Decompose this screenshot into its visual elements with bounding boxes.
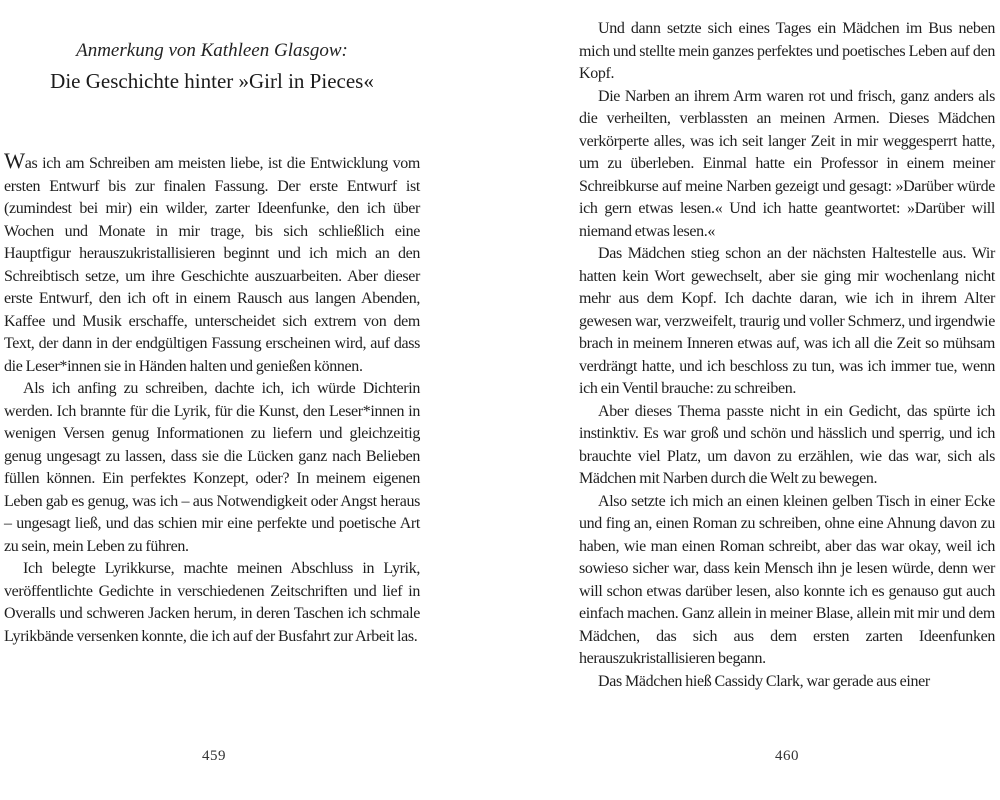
- chapter-heading-annotation: Anmerkung von Kathleen Glasgow:: [76, 40, 348, 61]
- paragraph: Das Mädchen stieg schon an der nächsten Haltestelle aus. Wir hatten kein Wort gewechselt, aber sie ging mir wochenlang nicht mehr aus dem Kopf. Ich dachte daran, wie ich in ihrem Alter gewesen war, verzweifelt, traurig und voller Schmerz, und irgendwie brach in meinem Inneren etwas auf, was ich all die Zeit so mühsam verdrängt hatte, und ich beschloss zu tun, was ich immer tue, wenn ich ein Ventil brauche: zu schreiben.: [579, 245, 995, 397]
- right-page: [579, 18, 995, 693]
- paragraph: Also setzte ich mich an einen kleinen gelben Tisch in einer Ecke und fing an, einen Roman zu schreiben, ohne eine Ahnung davon zu haben, wie man einen Roman schreibt, aber das war okay, weil ich sowieso sicher war, dass kein Mensch ihn je lesen würde, denn wer will schon etwas darüber lesen, also konnte ich es genauso gut auch einfach machen. Ganz allein in meiner Blase, allein mit mir und dem Mädchen, das sich aus dem ersten zarten Ideenfunken herauszukristallisieren begann.: [579, 492, 995, 667]
- chapter-heading: [4, 38, 420, 95]
- paragraph: Aber dieses Thema passte nicht in ein Gedicht, das spürte ich instinktiv. Es war groß und schön und hässlich und sperrig, und ich brauchte viel Platz, um davon zu erzählen, wie das war, sich als Mädchen mit Narben durch die Welt zu bewegen.: [579, 402, 995, 487]
- left-page-number: 459: [202, 748, 226, 764]
- paragraph: Ich belegte Lyrikkurse, machte meinen Abschluss in Lyrik, veröffentlichte Gedichte in verschiedenen Zeitschriften und lief in Overalls und schweren Jacken herum, in deren Taschen ich schmale Lyrikbände versenken konnte, die ich auf der Busfahrt zur Arbeit las.: [4, 560, 420, 645]
- chapter-heading-title: Die Geschichte hinter »Girl in Pieces«: [50, 69, 374, 93]
- paragraph: Als ich anfing zu schreiben, dachte ich, ich würde Dichterin werden. Ich brannte für die Lyrik, für die Kunst, den Leser*innen in wenigen Versen genug Informationen zu liefern und gleichzeitig genug ungesagt zu lassen, dass sie die Lücken ganz nach Belieben füllen können. Ein perfektes Konzept, oder? In meinem eigenen Leben gab es genug, was ich – aus Notwendigkeit oder Angst heraus – ungesagt ließ, und das schien mir eine perfekte und poetische Art zu sein, mein Leben zu führen.: [4, 380, 420, 555]
- right-page-number: 460: [775, 748, 799, 764]
- paragraph: Und dann setzte sich eines Tages ein Mädchen im Bus neben mich und stellte mein ganzes perfektes und poetisches Leben auf den Kopf.: [579, 20, 995, 82]
- paragraph: Das Mädchen hieß Cassidy Clark, war gerade aus einer: [598, 672, 930, 690]
- left-page: [4, 38, 420, 648]
- paragraph: Was ich am Schreiben am meisten liebe, ist die Entwicklung vom ersten Entwurf bis zur finalen Fassung. Der erste Entwurf ist (zumindest bei mir) ein wilder, zarter Ideenfunke, den ich über Wochen und Monate in mir trage, bis sich schließlich eine Hauptfigur herauszukristallisieren beginnt und ich mich an den Schreibtisch setze, um ihre Geschichte auszuarbeiten. Aber dieser erste Entwurf, den ich oft in einem Rausch aus langen Abenden, Kaffee und Musik erschaffe, unterscheidet sich extrem von dem Text, der dann in der endgültigen Fassung erscheinen wird, auf dass die Leser*innen sie in Händen halten und genießen können.: [4, 148, 420, 375]
- paragraph: Die Narben an ihrem Arm waren rot und frisch, ganz anders als die verheilten, verblassten an meinen Armen. Dieses Mädchen verkörperte alles, was ich seit langer Zeit in mir weggesperrt hatte, um zu überleben. Einmal hatte ein Professor in einem meiner Schreibkurse auf meine Narben gezeigt und gesagt: »Darüber würde ich gern etwas lesen.« Und ich hatte geantwortet: »Darüber will niemand etwas lesen.«: [579, 87, 995, 240]
- left-page-body: [4, 148, 420, 648]
- right-page-body: [579, 18, 995, 693]
